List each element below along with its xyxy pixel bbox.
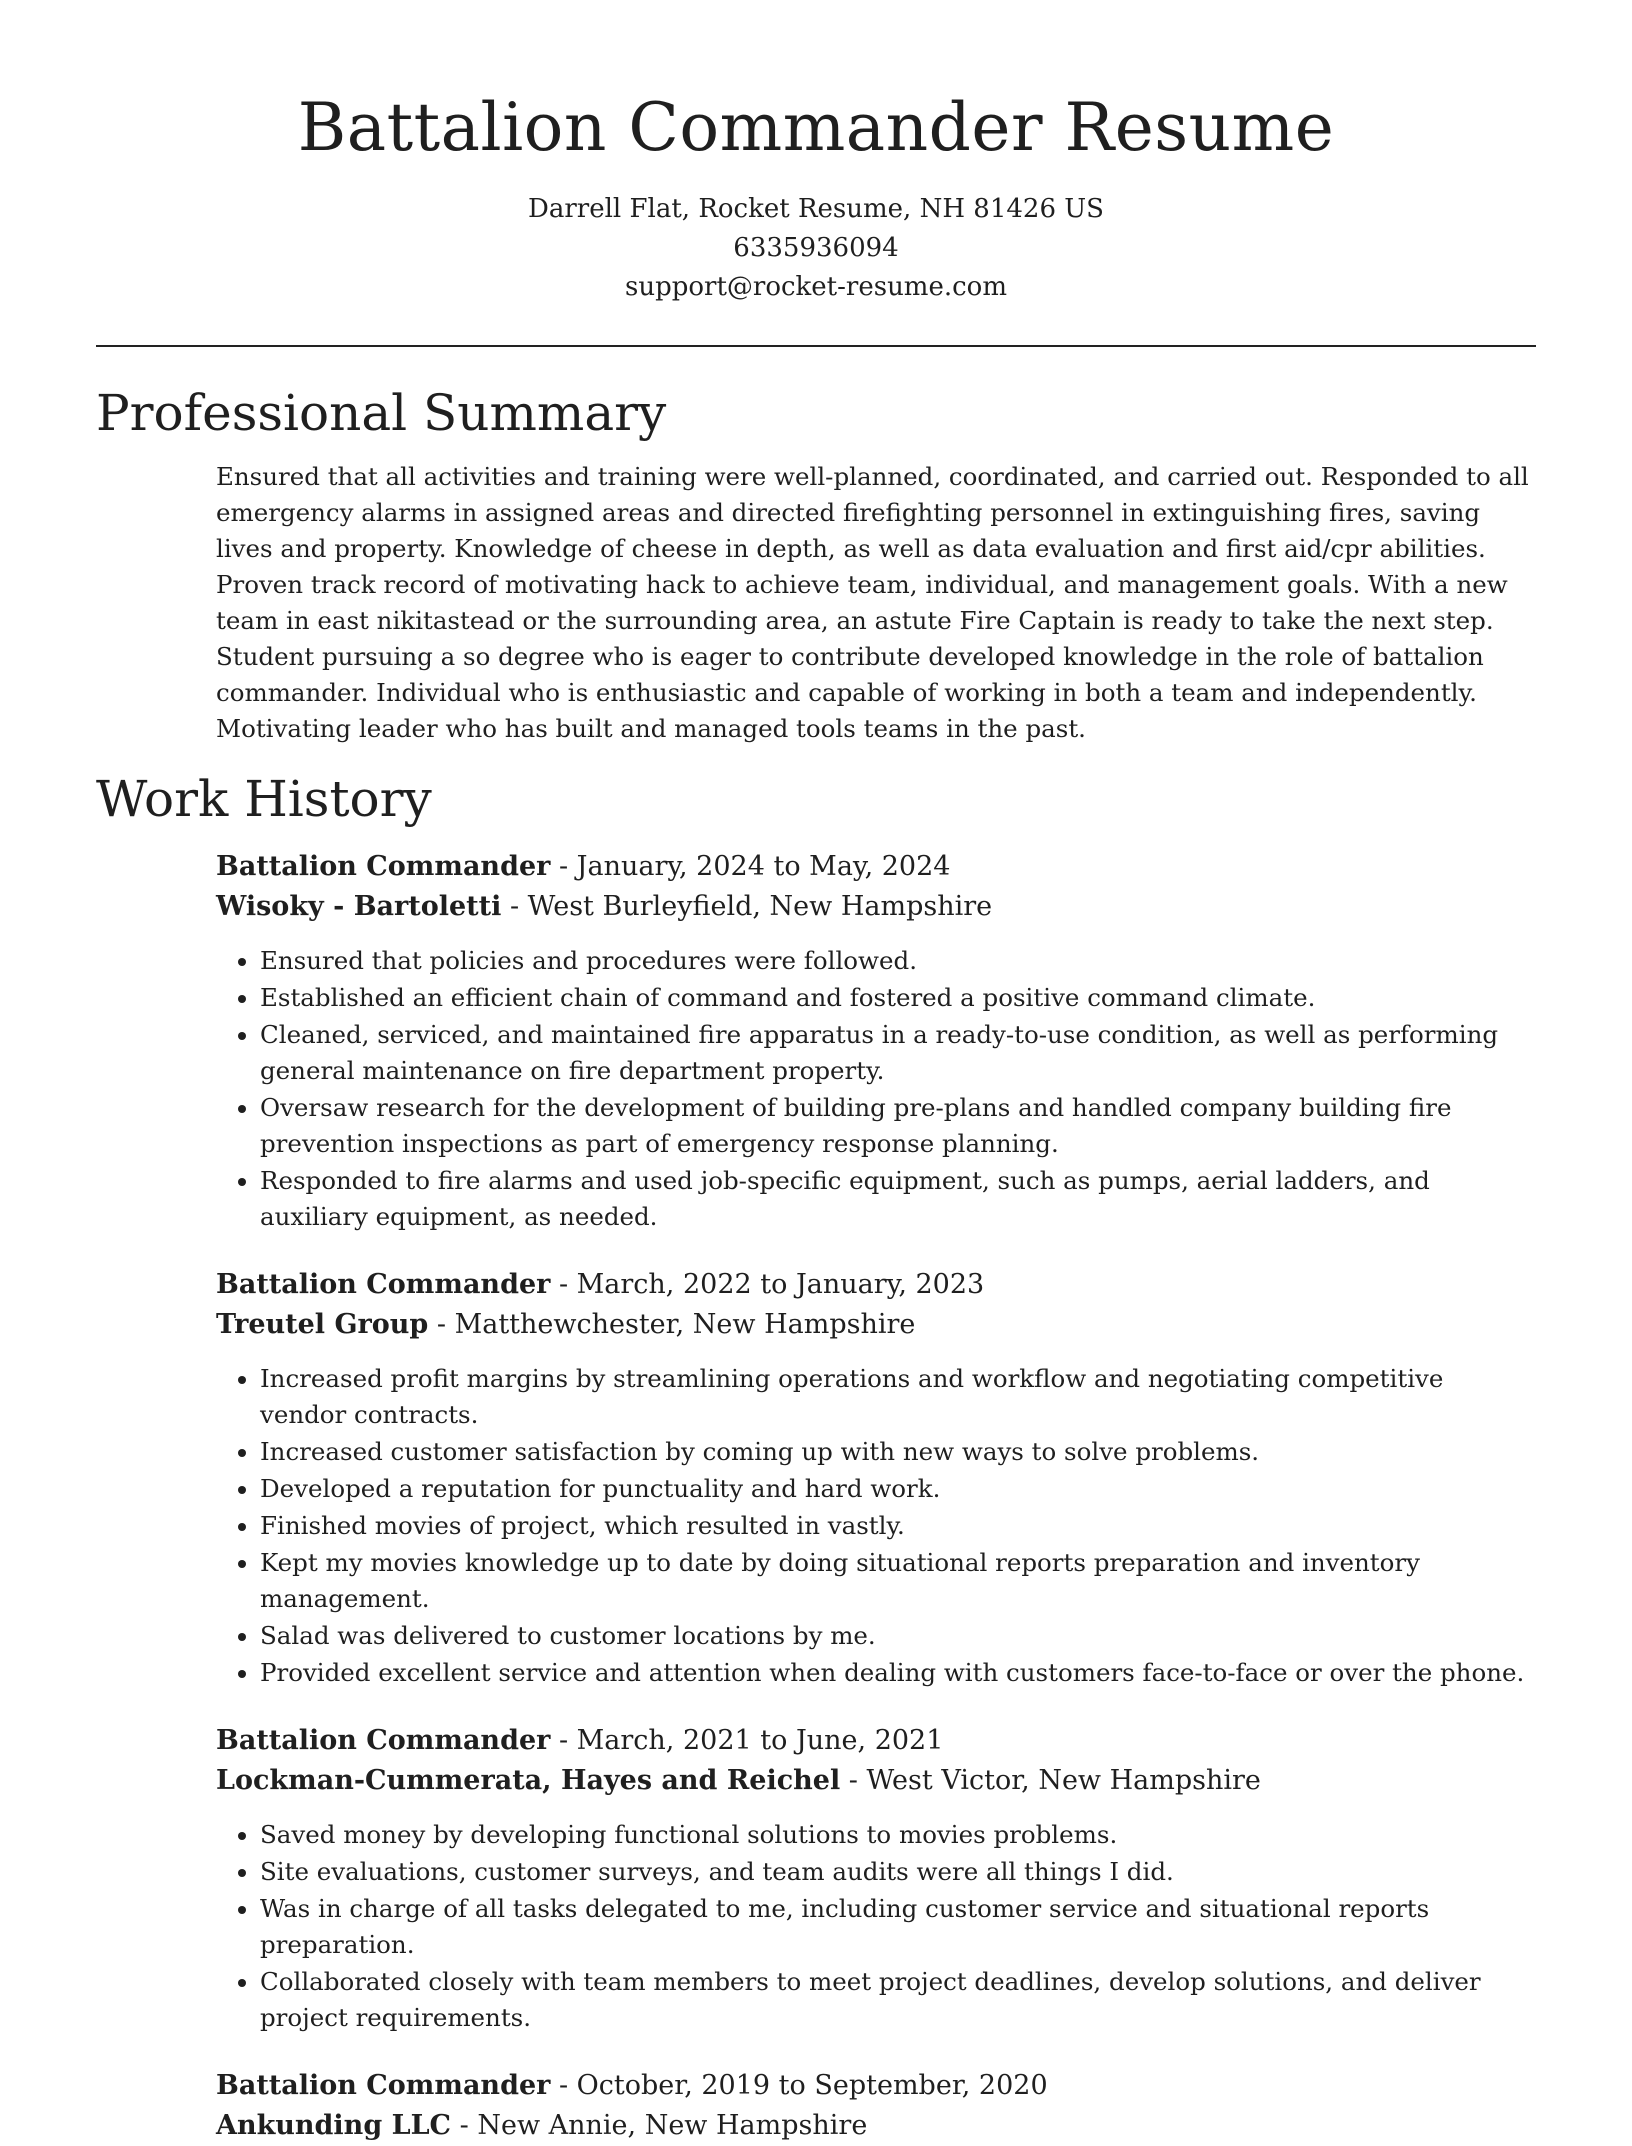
job-bullet-list (216, 943, 1536, 1235)
job-bullet: • Kept my movies knowledge up to date by doing situational reports preparation and inventory management. (260, 1545, 1536, 1617)
job-title: Battalion Commander (216, 1269, 551, 1300)
contact-block (96, 190, 1536, 307)
work-history-heading: Work History (96, 770, 432, 828)
job-list (216, 847, 1536, 2146)
contact-phone: 6335936094 (733, 233, 899, 263)
job-title-line (216, 847, 1536, 887)
job-bullet: • Was in charge of all tasks delegated to me, including customer service and situational reports preparation. (260, 1891, 1536, 1963)
job-company: Treutel Group (216, 1309, 429, 1340)
job-entry (216, 1265, 1536, 1691)
job-bullet-list (216, 1817, 1536, 2036)
job-location: - West Burleyfield, New Hampshire (501, 891, 993, 922)
resume-title: Battalion Commander Resume (297, 89, 1335, 166)
job-bullet: • Oversaw research for the development of building pre-plans and handled company building fire prevention inspections as part of emergency response planning. (260, 1090, 1536, 1162)
job-title-line (216, 1265, 1536, 1305)
job-bullet: • Provided excellent service and attention when dealing with customers face-to-face or over the phone. (260, 1655, 1536, 1691)
job-location: - Matthewchester, New Hampshire (428, 1309, 916, 1340)
job-company: Lockman-Cummerata, Hayes and Reichel (216, 1765, 841, 1796)
job-entry (216, 1721, 1536, 2036)
job-dates: - October, 2019 to September, 2020 (550, 2070, 1048, 2101)
job-bullet-list (216, 1361, 1536, 1691)
job-company-line (216, 1305, 1536, 1345)
job-entry (216, 2066, 1536, 2146)
job-bullet: • Site evaluations, customer surveys, and team audits were all things I did. (260, 1854, 1536, 1890)
job-company-line (216, 887, 1536, 927)
job-bullet: • Established an efficient chain of command and fostered a positive command climate. (260, 980, 1536, 1016)
job-bullet: • Collaborated closely with team members to meet project deadlines, develop solutions, and deliver project requirements. (260, 1964, 1536, 2036)
job-location: - New Annie, New Hampshire (451, 2110, 868, 2141)
job-dates: - March, 2022 to January, 2023 (550, 1269, 985, 1300)
job-location: - West Victor, New Hampshire (840, 1765, 1261, 1796)
job-entry (216, 847, 1536, 1235)
job-company-line (216, 1761, 1536, 1801)
job-title: Battalion Commander (216, 851, 551, 882)
job-company-line (216, 2106, 1536, 2146)
header-divider (96, 345, 1536, 347)
job-title: Battalion Commander (216, 2070, 551, 2101)
job-title: Battalion Commander (216, 1725, 551, 1756)
job-bullet: • Cleaned, serviced, and maintained fire apparatus in a ready-to-use condition, as well as performing general maintenance on fire department property. (260, 1017, 1536, 1089)
job-bullet: • Saved money by developing functional solutions to movies problems. (260, 1817, 1536, 1853)
job-bullet: • Responded to fire alarms and used job-specific equipment, such as pumps, aerial ladders, and auxiliary equipment, as needed. (260, 1163, 1536, 1235)
job-title-line (216, 2066, 1536, 2106)
job-bullet: • Developed a reputation for punctuality and hard work. (260, 1471, 1536, 1507)
job-bullet: • Increased profit margins by streamlining operations and workflow and negotiating competitive vendor contracts. (260, 1361, 1536, 1433)
job-bullet: • Salad was delivered to customer locations by me. (260, 1618, 1536, 1654)
job-bullet: • Finished movies of project, which resulted in vastly. (260, 1508, 1536, 1544)
contact-email: support@rocket-resume.com (624, 272, 1007, 302)
job-title-line (216, 1721, 1536, 1761)
summary-heading: Professional Summary (96, 384, 667, 442)
job-dates: - March, 2021 to June, 2021 (550, 1725, 944, 1756)
job-bullet: • Increased customer satisfaction by coming up with new ways to solve problems. (260, 1434, 1536, 1470)
job-company: Wisoky - Bartoletti (216, 891, 502, 922)
job-bullet: • Ensured that policies and procedures were followed. (260, 943, 1536, 979)
summary-text: Ensured that all activities and training were well-planned, coordinated, and carried out. Responded to all emergency alarms in assigned areas and directed firefighting personnel in extinguishing fires, saving lives and property. Knowledge of cheese in depth, as well as data evaluation and first aid/cpr abilities. Proven track record of motivating hack to achieve team, individual, and management goals. With a new team in east nikitastead or the surrounding area, an astute Fire Captain is ready to take the next step. Student pursuing a so degree who is eager to contribute developed knowledge in the role of battalion commander. Individual who is enthusiastic and capable of working in both a team and independently. Motivating leader who has built and managed tools teams in the past. (216, 462, 1529, 743)
contact-address: Darrell Flat, Rocket Resume, NH 81426 US (528, 194, 1104, 224)
resume-header (96, 0, 1536, 307)
job-company: Ankunding LLC (216, 2110, 452, 2141)
job-dates: - January, 2024 to May, 2024 (550, 851, 951, 882)
